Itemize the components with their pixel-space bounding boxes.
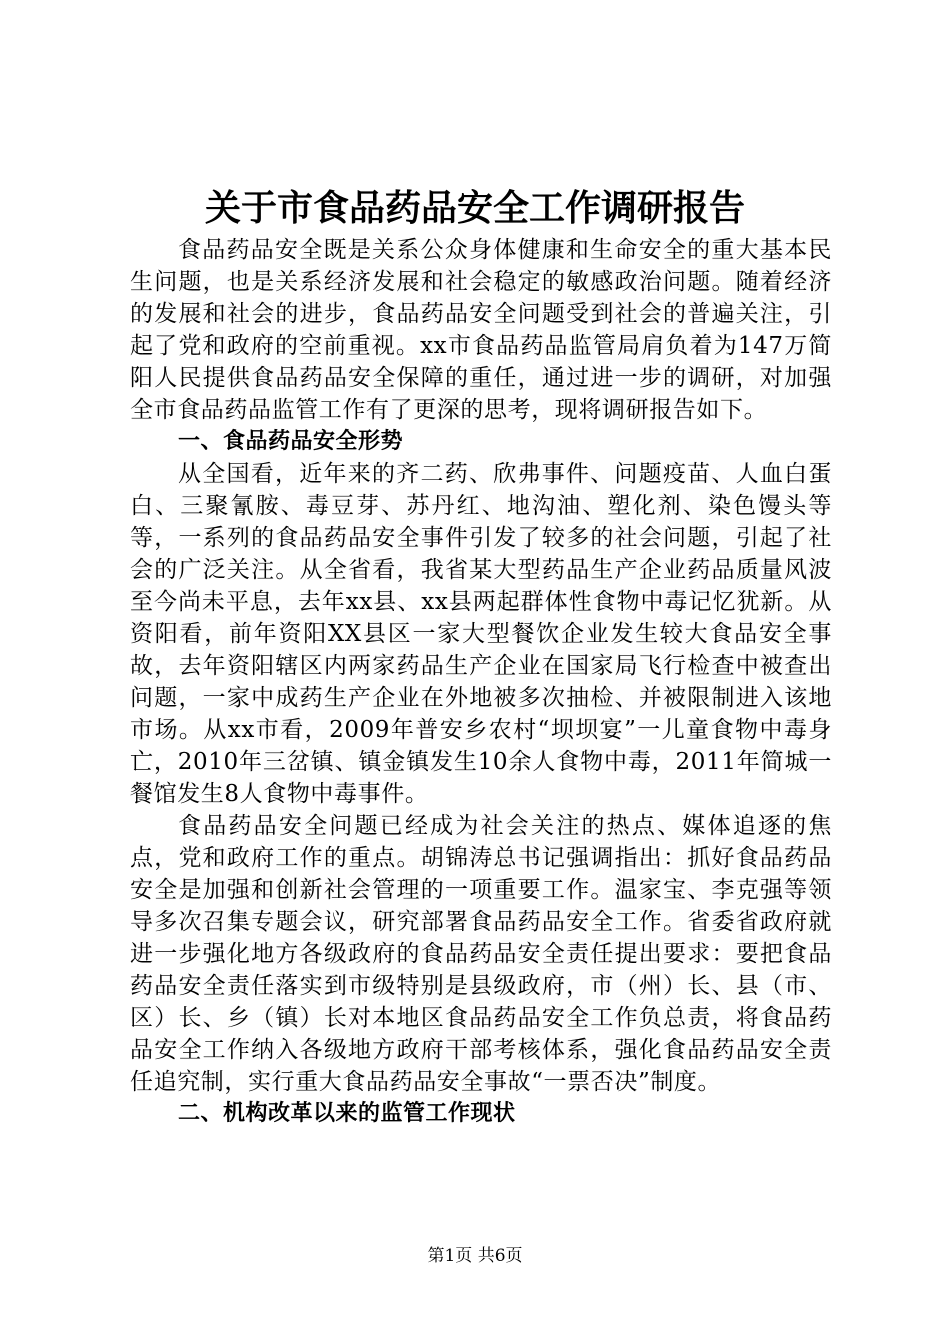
document-body	[130, 234, 832, 1130]
intro-paragraph: 食品药品安全既是关系公众身体健康和生命安全的重大基本民生问题，也是关系经济发展和社会稳定的敏感政治问题。随着经济的发展和社会的进步，食品药品安全问题受到社会的普遍关注，引起了党和政府的空前重视。xx市食品药品监管局肩负着为147万简阳人民提供食品药品安全保障的重任，通过进一步的调研，对加强全市食品药品监管工作有了更深的思考，现将调研报告如下。	[130, 237, 832, 423]
document-title: 关于市食品药品安全工作调研报告	[204, 188, 745, 229]
section-heading-2: 二、机构改革以来的监管工作现状	[178, 1101, 516, 1126]
page-footer: 第1页 共6页	[427, 1246, 523, 1266]
section-heading-1: 一、食品药品安全形势	[178, 429, 404, 454]
situation-paragraph: 从全国看，近年来的齐二药、欣弗事件、问题疫苗、人血白蛋白、三聚氰胺、毒豆芽、苏丹红、地沟油、塑化剂、染色馒头等等，一系列的食品药品安全事件引发了较多的社会问题，引起了社会的广泛关注。从全省看，我省某大型药品生产企业药品质量风波至今尚未平息，去年xx县、xx县两起群体性食物中毒记忆犹新。从资阳看，前年资阳XX县区一家大型餐饮企业发生较大食品安全事故，去年资阳辖区内两家药品生产企业在国家局飞行检查中被查出问题，一家中成药生产企业在外地被多次抽检、并被限制进入该地市场。从xx市看，2009年普安乡农村“坝坝宴”一儿童食物中毒身亡，2010年三岔镇、镇金镇发生10余人食物中毒，2011年简城一餐馆发生8人食物中毒事件。	[130, 461, 832, 807]
focus-paragraph: 食品药品安全问题已经成为社会关注的热点、媒体追逐的焦点，党和政府工作的重点。胡锦涛总书记强调指出：抓好食品药品安全是加强和创新社会管理的一项重要工作。温家宝、李克强等领导多次召集专题会议，研究部署食品药品安全工作。省委省政府就进一步强化地方各级政府的食品药品安全责任提出要求：要把食品药品安全责任落实到市级特别是县级政府，市（州）长、县（市、区）长、乡（镇）长对本地区食品药品安全工作负总责，将食品药品安全工作纳入各级地方政府干部考核体系，强化食品药品安全责任追究制，实行重大食品药品安全事故“一票否决”制度。	[130, 813, 832, 1095]
